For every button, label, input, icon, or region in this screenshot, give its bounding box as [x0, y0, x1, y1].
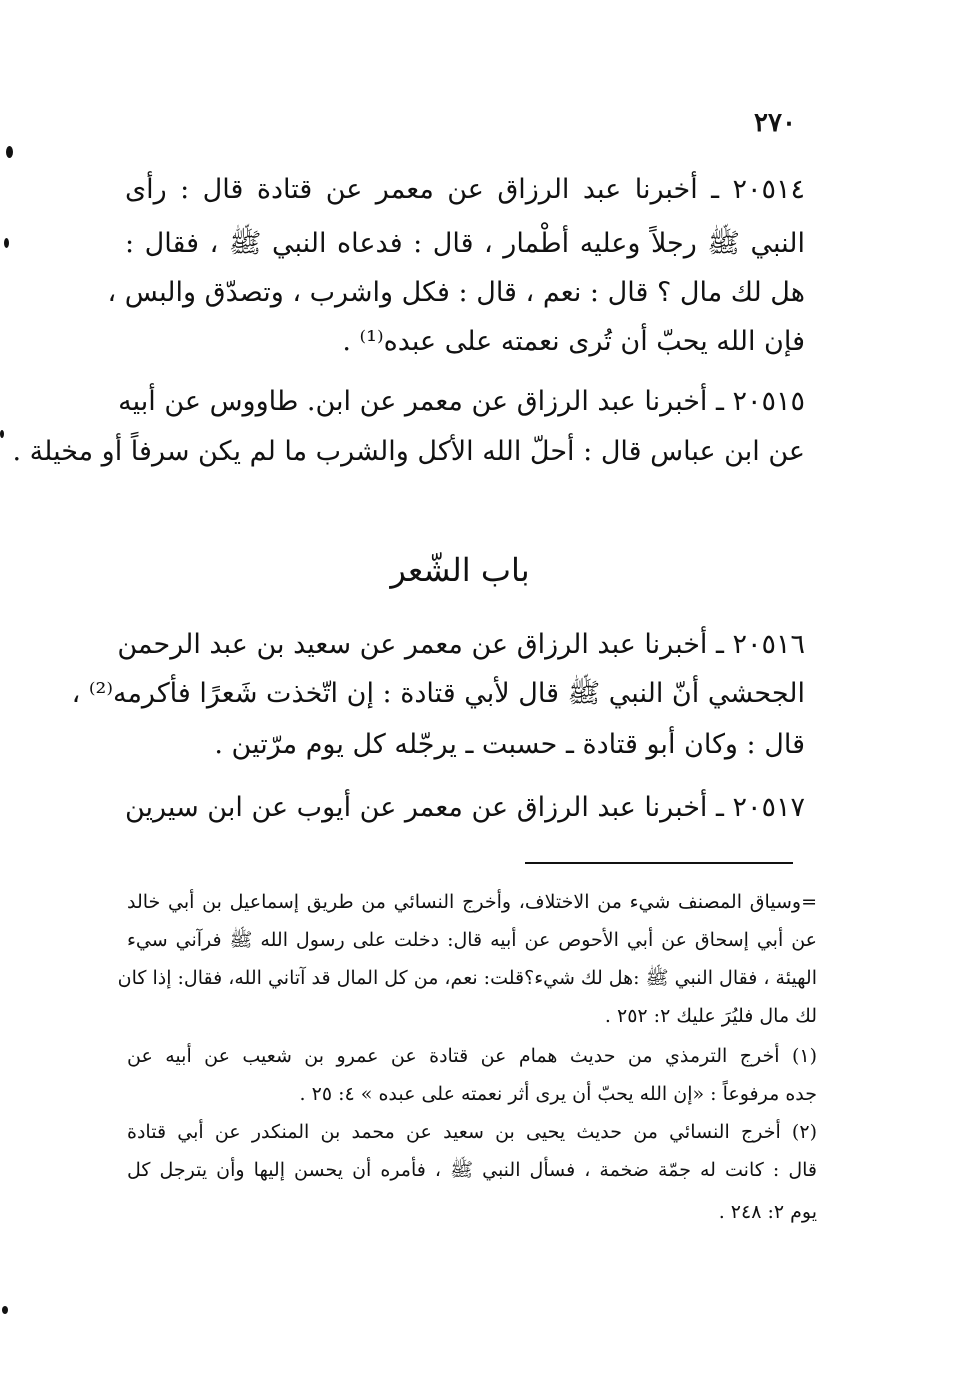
hadith-20514-line-1: ٢٠٥١٤ ـ أخبرنا عبد الرزاق عن معمر عن قتادة قال : رأى [125, 174, 805, 205]
footnote-2-line-1: (٢) أخرج النسائي من حديث يحيى بن سعيد عن محمد بن المنكدر عن أبي قتادة [127, 1121, 817, 1143]
footnote-line: =وسياق المصنف شيء من الاختلاف، وأخرج النسائي من طريق إسماعيل بن أبي خالد [127, 891, 817, 913]
hadith-20516-line-2: الجحشي أنّ النبي ﷺ قال لأبي قتادة : إن اتّخذت شَعرًا فأكرمه⁽²⁾ ، [71, 678, 805, 709]
hadith-20515-line-2: عن ابن عباس قال : أحلّ الله الأكل والشرب ما لم يكن سرفاً أو مخيلة . [12, 436, 805, 467]
scan-mark [2, 1306, 8, 1314]
hadith-20517-line-1: ٢٠٥١٧ ـ أخبرنا عبد الرزاق عن معمر عن أيوب عن ابن سيرين [124, 792, 805, 823]
footnote-line: الهيئة ، فقال النبي ﷺ :هل لك شيء؟قلت: نعم، من كل المال قد آتاني الله، فقال: إذا كان [117, 967, 817, 989]
footnote-1-line-2: جده مرفوعاً : «إن الله يحبّ أن يرى أثر نعمته على عبده » ٤: ٢٥ . [299, 1083, 817, 1105]
footnote-1-line-1: (١) أخرج الترمذي من حديث همام عن قتادة عن عمرو بن شعيب عن أبيه عن [127, 1045, 817, 1067]
hadith-20516-line-3: قال : وكان أبو قتادة ـ حسبت ـ يرجّله كل يوم مرّتين . [214, 729, 805, 760]
scan-mark [0, 430, 4, 438]
hadith-20515-line-1: ٢٠٥١٥ ـ أخبرنا عبد الرزاق عن معمر عن ابن. طاووس عن أبيه [118, 386, 805, 417]
page-number: ٢٧٠ [754, 108, 796, 138]
footnote-separator [525, 862, 793, 864]
footnote-2-line-3: يوم ٢: ٢٤٨ . [718, 1201, 817, 1223]
hadith-20514-line-3: هل لك مال ؟ قال : نعم ، قال : فكل واشرب ، وتصدّق والبس ، [107, 277, 805, 308]
scan-mark [4, 238, 9, 248]
hadith-20514-line-4: فإن الله يحبّ أن تُرى نعمته على عبده⁽¹⁾ . [342, 326, 805, 357]
footnote-line: عن أبي إسحاق عن أبي الأحوص عن أبيه قال: دخلت على رسول الله ﷺ فرآني سيء [127, 929, 817, 951]
hadith-20514-line-2: النبي ﷺ رجلاً وعليه أطْمار ، قال : فدعاه النبي ﷺ ، فقال : [125, 228, 805, 259]
footnote-line: لك مال فليُرَ عليك ٢: ٢٥٢ . [604, 1005, 817, 1027]
footnote-2-line-2: قال : كانت له جمّة ضخمة ، فسأل النبي ﷺ ، فأمره أن يحسن إليها وأن يترجل كل [127, 1159, 817, 1181]
scan-mark [6, 146, 13, 158]
section-title: باب الشّعر [390, 551, 530, 589]
hadith-20516-line-1: ٢٠٥١٦ ـ أخبرنا عبد الرزاق عن معمر عن سعيد بن عبد الرحمن [117, 629, 805, 660]
